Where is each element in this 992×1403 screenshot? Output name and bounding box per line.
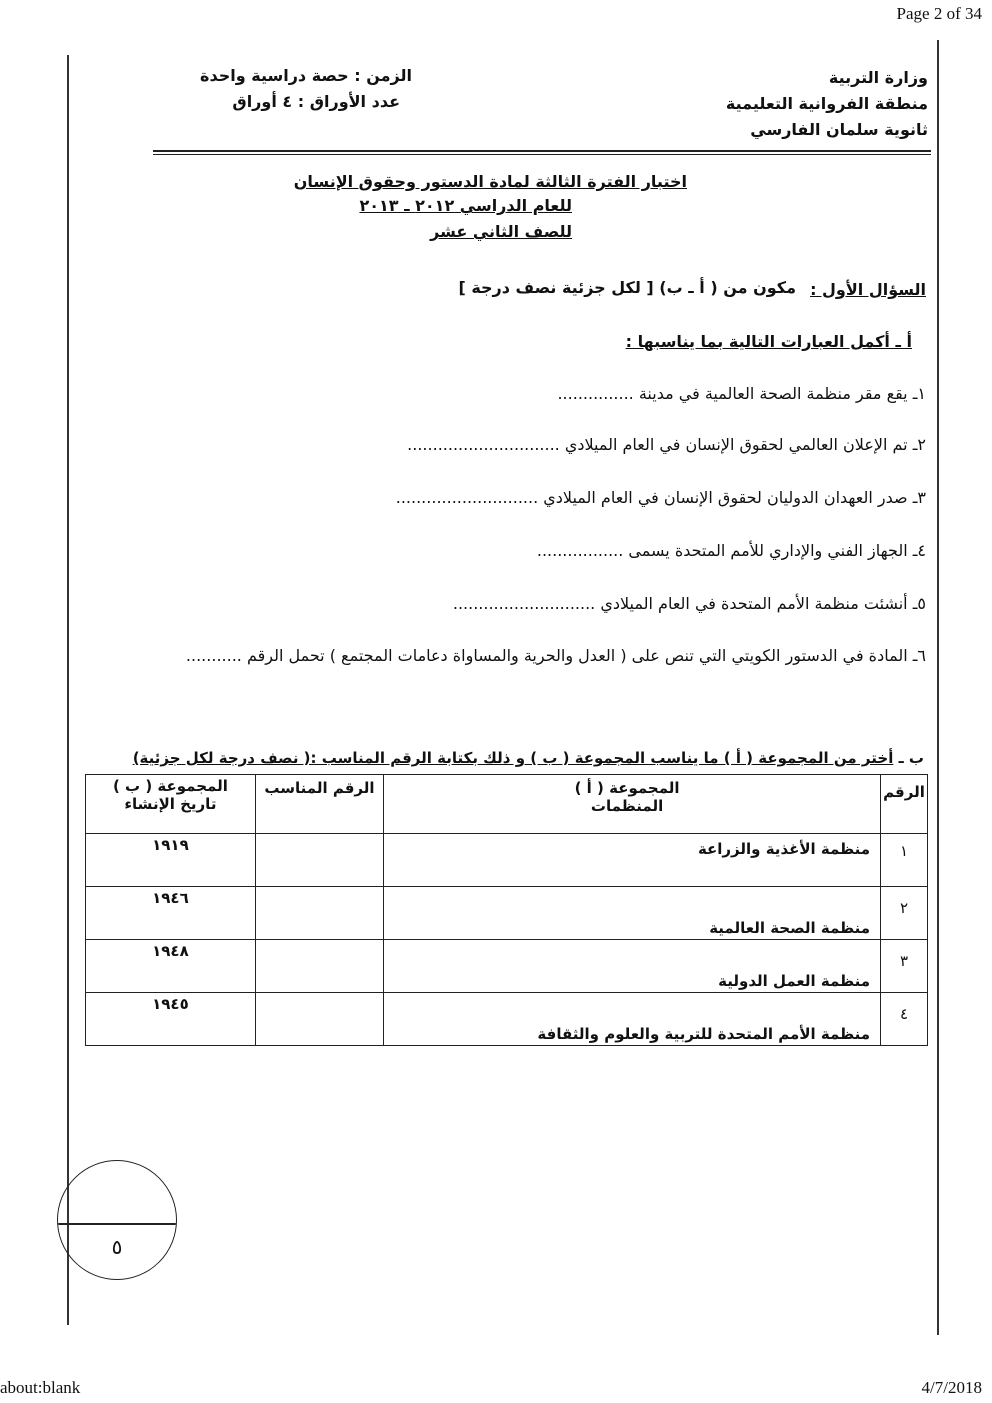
- question-one-label: السؤال الأول :: [810, 280, 926, 299]
- row-answer-cell[interactable]: [255, 834, 383, 887]
- row-year: ١٩٤٦: [86, 887, 256, 940]
- row-number: ٣: [881, 940, 928, 993]
- table-row: [86, 887, 928, 940]
- exam-time: الزمن : حصة دراسية واحدة: [200, 66, 412, 85]
- header-divider: [153, 150, 931, 152]
- col-fit-header: الرقم المناسب: [255, 775, 383, 834]
- row-organization: منظمة الأغذية والزراعة: [384, 834, 881, 887]
- row-year: ١٩٤٥: [86, 993, 256, 1046]
- exam-title: اختبار الفترة الثالثة لمادة الدستور وحقوق الإنسان: [293, 172, 687, 191]
- row-organization: منظمة الصحة العالمية: [384, 887, 881, 940]
- table-row: [86, 940, 928, 993]
- fill-item-5: ٥ـ أنشئت منظمة الأمم المتحدة في العام الميلادي ............................: [452, 594, 926, 613]
- score-divider: [58, 1223, 176, 1225]
- col-group-a-title: المجموعة ( أ ): [574, 779, 680, 797]
- district-name: منطقة الفروانية التعليمية: [725, 94, 928, 113]
- exam-year: للعام الدراسي ٢٠١٢ ـ ٢٠١٣: [359, 196, 572, 215]
- page-count: عدد الأوراق : ٤ أوراق: [232, 92, 400, 111]
- footer-url: about:blank: [0, 1378, 81, 1397]
- row-organization: منظمة العمل الدولية: [384, 940, 881, 993]
- row-year: ١٩٤٨: [86, 940, 256, 993]
- page-border-left: [67, 55, 69, 1325]
- header-divider-thin: [153, 154, 931, 155]
- page-number-label: Page 2 of 34: [896, 4, 982, 23]
- col-group-b-header: [86, 775, 256, 834]
- footer-date: 4/7/2018: [921, 1378, 982, 1397]
- fill-item-3: ٣ـ صدر العهدان الدوليان لحقوق الإنسان في العام الميلادي ............................: [395, 488, 926, 507]
- score-value: ٥: [111, 1235, 123, 1259]
- col-group-b-title: المجموعة ( ب ): [112, 777, 228, 795]
- row-organization: منظمة الأمم المتحدة للتربية والعلوم والثقافة: [384, 993, 881, 1046]
- row-answer-cell[interactable]: [255, 887, 383, 940]
- table-header-row: [86, 775, 928, 834]
- fill-item-4: ٤ـ الجهاز الفني والإداري للأمم المتحدة يسمى .................: [536, 541, 926, 560]
- score-circle: [57, 1160, 177, 1280]
- row-number: ٤: [881, 993, 928, 1046]
- section-a-title: أ ـ أكمل العبارات التالية بما يناسبها :: [625, 332, 912, 351]
- row-number: ١: [881, 834, 928, 887]
- row-answer-cell[interactable]: [255, 993, 383, 1046]
- fill-item-2: ٢ـ تم الإعلان العالمي لحقوق الإنسان في العام الميلادي ..............................: [407, 435, 926, 454]
- question-one-description: مكون من ( أ ـ ب) [ لكل جزئية نصف درجة ]: [458, 278, 796, 297]
- col-group-a-header: [384, 775, 881, 834]
- section-b-instruction: أختر من المجموعة ( أ ) ما يناسب المجموعة ( ب ) و ذلك بكتابة الرقم المناسب :( نصف درجة لكل جزئية): [132, 749, 894, 767]
- school-name: ثانوية سلمان الفارسي: [750, 120, 928, 139]
- col-group-a-subtitle: المنظمات: [590, 797, 664, 815]
- col-group-b-subtitle: تاريخ الإنشاء: [124, 795, 217, 813]
- exam-grade: للصف الثاني عشر: [430, 222, 572, 241]
- page-border-right: [937, 40, 939, 1335]
- fill-item-6: ٦ـ المادة في الدستور الكويتي التي تنص على ( العدل والحرية والمساواة دعامات المجتمع ) تحمل الرقم ...........: [185, 646, 926, 665]
- fill-item-1: ١ـ يقع مقر منظمة الصحة العالمية في مدينة ...............: [557, 384, 926, 403]
- matching-table: [85, 774, 928, 1046]
- section-b-title: [133, 749, 924, 767]
- row-number: ٢: [881, 887, 928, 940]
- col-number-header: الرقم: [881, 775, 928, 834]
- ministry-name: وزارة التربية: [828, 68, 928, 87]
- row-year: ١٩١٩: [86, 834, 256, 887]
- table-row: [86, 993, 928, 1046]
- table-row: [86, 834, 928, 887]
- section-b-prefix: ب ـ: [893, 749, 924, 767]
- row-answer-cell[interactable]: [255, 940, 383, 993]
